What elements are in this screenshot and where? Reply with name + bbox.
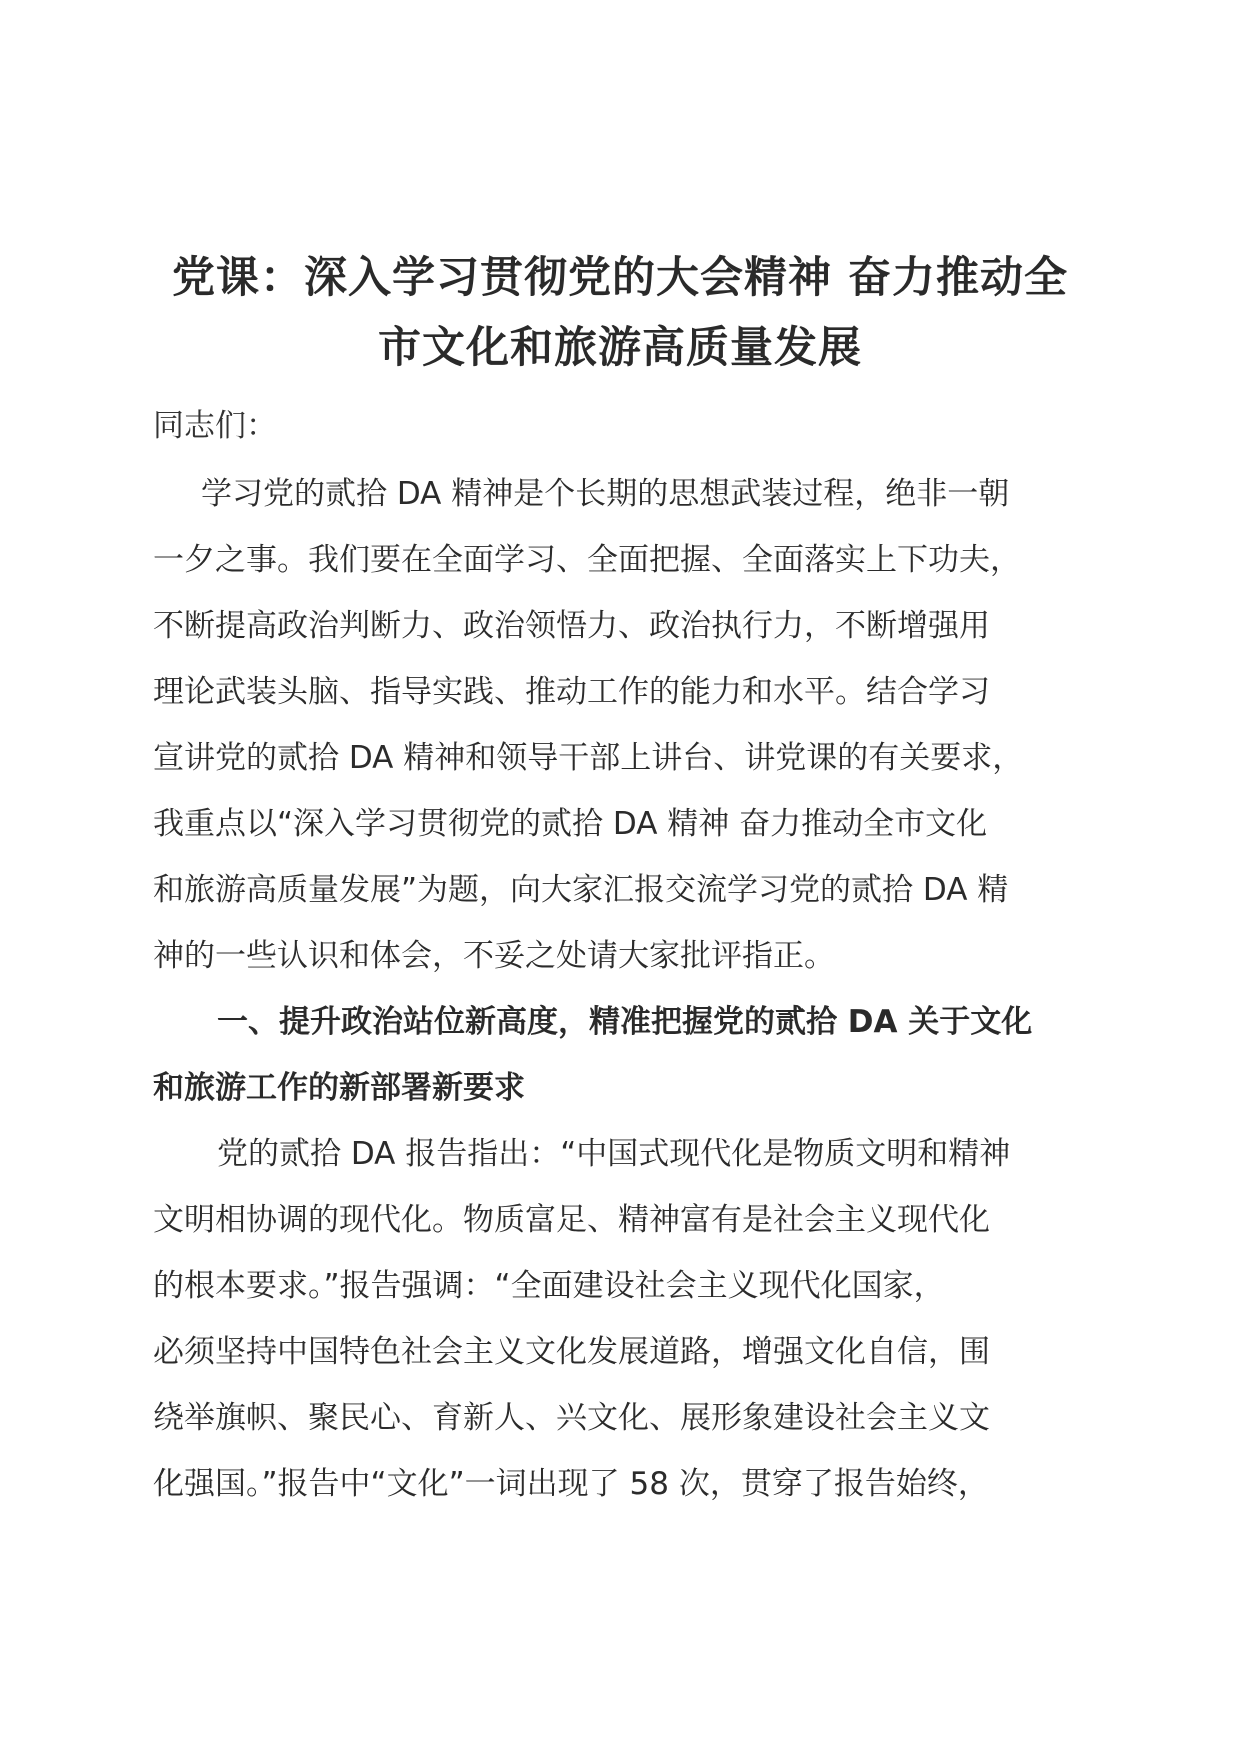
paragraph-intro <box>153 461 1087 989</box>
paragraph-line: 的根本要求。”报告强调：“全面建设社会主义现代化国家， <box>153 1268 945 1304</box>
paragraph-line: 宣讲党的贰拾 DA 精神和领导干部上讲台、讲党课的有关要求， <box>153 740 1024 776</box>
paragraph-line: 党的贰拾 DA 报告指出：“中国式现代化是物质文明和精神 <box>217 1136 1011 1172</box>
title-line: 党课：深入学习贯彻党的大会精神 奋力推动全 <box>172 253 1068 303</box>
paragraph-section-1 <box>153 1121 1087 1517</box>
paragraph-line: 一夕之事。我们要在全面学习、全面把握、全面落实上下功夫， <box>153 542 1021 578</box>
document-title <box>153 243 1087 383</box>
paragraph-line: 学习党的贰拾 DA 精神是个长期的思想武装过程，绝非一朝 <box>201 476 1010 512</box>
heading-line: 和旅游工作的新部署新要求 <box>153 1070 525 1106</box>
paragraph-line: 文明相协调的现代化。物质富足、精神富有是社会主义现代化 <box>153 1202 990 1238</box>
title-line: 市文化和旅游高质量发展 <box>378 323 862 373</box>
greeting: 同志们： <box>153 408 277 444</box>
paragraph-line: 绕举旗帜、聚民心、育新人、兴文化、展形象建设社会主义文 <box>153 1400 990 1436</box>
paragraph-line: 必须坚持中国特色社会主义文化发展道路，增强文化自信，围 <box>153 1334 990 1370</box>
section-heading-1 <box>153 989 1087 1121</box>
paragraph-line: 理论武装头脑、指导实践、推动工作的能力和水平。结合学习 <box>153 674 990 710</box>
document-body <box>153 243 1087 1517</box>
paragraph-line: 和旅游高质量发展”为题，向大家汇报交流学习党的贰拾 DA 精 <box>153 872 1009 908</box>
heading-line: 一、提升政治站位新高度，精准把握党的贰拾 DA 关于文化 <box>217 1004 1033 1040</box>
paragraph-line: 神的一些认识和体会，不妥之处请大家批评指正。 <box>153 938 835 974</box>
paragraph-line: 不断提高政治判断力、政治领悟力、政治执行力，不断增强用 <box>153 608 990 644</box>
paragraph-line: 化强国。”报告中“文化”一词出现了 58 次，贯穿了报告始终， <box>153 1466 989 1502</box>
paragraph-line: 我重点以“深入学习贯彻党的贰拾 DA 精神 奋力推动全市文化 <box>153 806 988 842</box>
